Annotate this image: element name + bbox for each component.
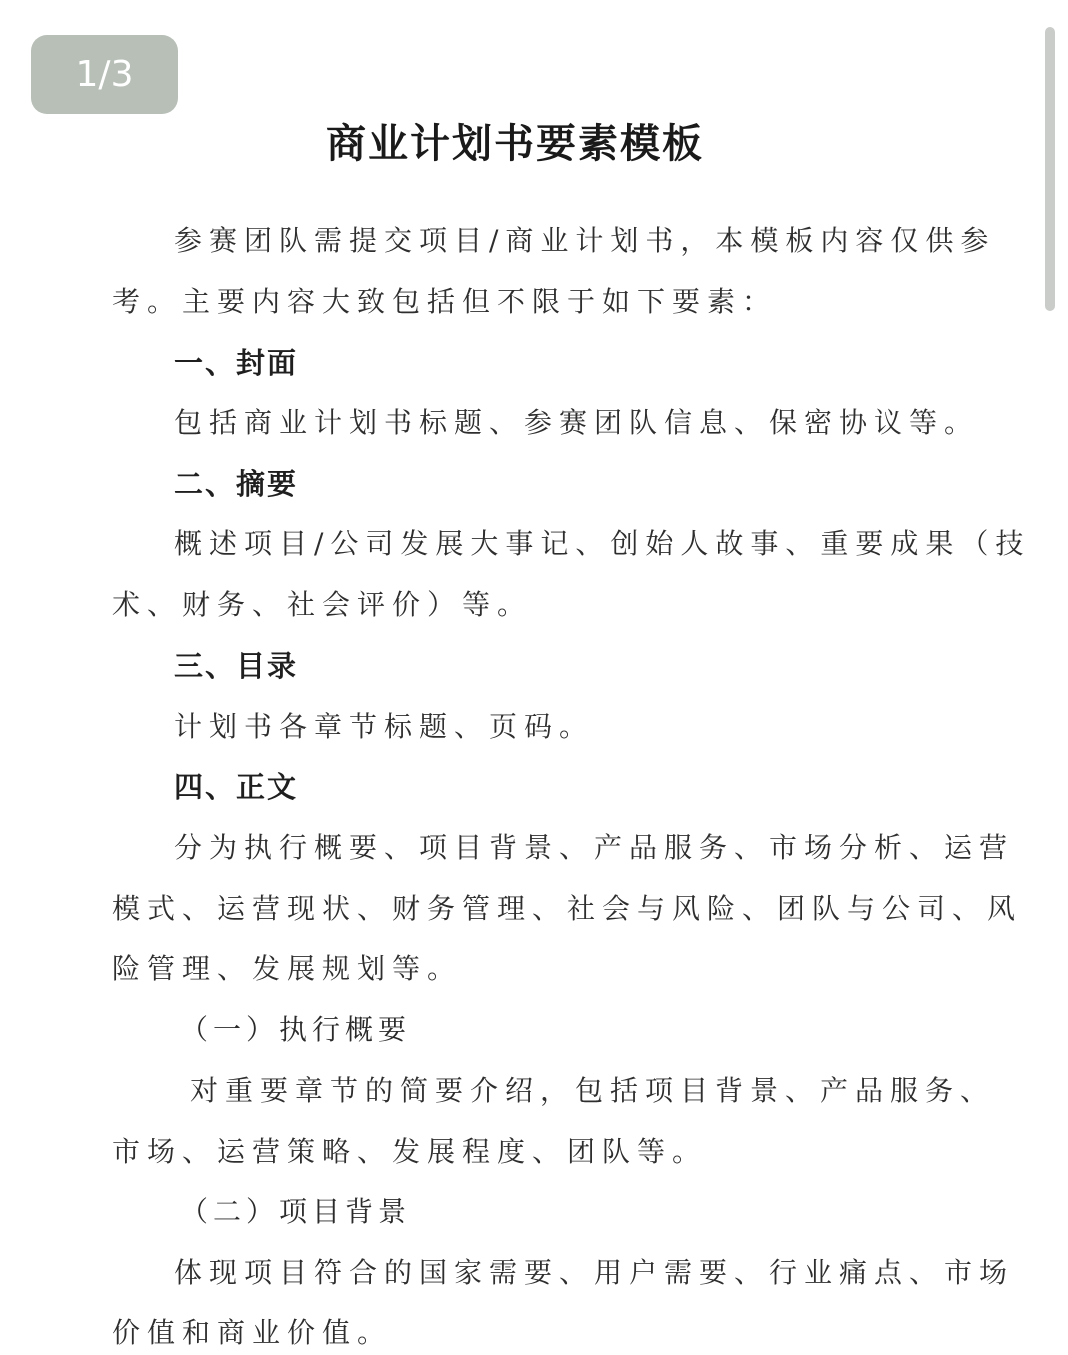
- section-body-line-1: 分为执行概要、项目背景、产品服务、市场分析、运营: [174, 831, 1015, 864]
- section-toc-line-1: 计划书各章节标题、页码。: [174, 710, 595, 743]
- subsection-executive-line-2: 市场、运营策略、发展程度、团队等。: [112, 1135, 708, 1168]
- section-heading-body: 四、正文: [174, 770, 299, 804]
- subsection-executive-line-1: 对重要章节的简要介绍，包括项目背景、产品服务、: [190, 1074, 996, 1107]
- section-heading-toc: 三、目录: [174, 649, 299, 683]
- section-abstract-line-1: 概述项目/公司发展大事记、创始人故事、重要成果（技: [174, 527, 1031, 560]
- subsection-heading-executive-summary: （一）执行概要: [180, 1013, 412, 1046]
- section-cover-line-1: 包括商业计划书标题、参赛团队信息、保密协议等。: [174, 406, 980, 439]
- section-abstract-line-2: 术、财务、社会评价）等。: [112, 588, 533, 621]
- vertical-scrollbar[interactable]: [1045, 27, 1055, 311]
- subsection-background-line-1: 体现项目符合的国家需要、用户需要、行业痛点、市场: [174, 1256, 1015, 1289]
- subsection-heading-project-background: （二）项目背景: [180, 1195, 412, 1228]
- intro-line-2: 考。主要内容大致包括但不限于如下要素：: [112, 285, 778, 318]
- section-body-line-2: 模式、运营现状、财务管理、社会与风险、团队与公司、风: [112, 892, 1023, 925]
- section-heading-abstract: 二、摘要: [174, 467, 299, 501]
- section-body-line-3: 险管理、发展规划等。: [112, 952, 463, 985]
- section-heading-cover: 一、封面: [174, 346, 299, 380]
- document-title: 商业计划书要素模板: [326, 121, 704, 167]
- subsection-background-line-2: 价值和商业价值。: [112, 1316, 393, 1349]
- page-indicator-badge: 1/3: [31, 35, 178, 114]
- intro-line-1: 参赛团队需提交项目/商业计划书，本模板内容仅供参: [174, 224, 996, 257]
